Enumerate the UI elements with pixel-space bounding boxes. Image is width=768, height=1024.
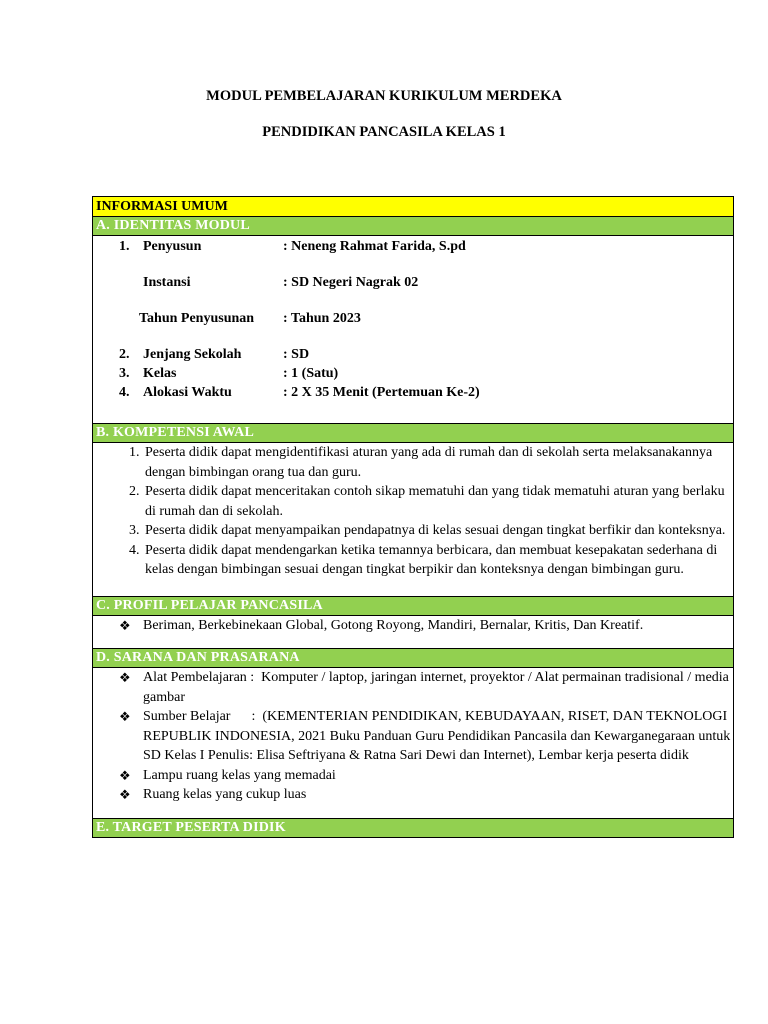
identitas-modul-cell <box>93 236 734 424</box>
diamond-bullet-icon: ❖ <box>119 767 131 783</box>
section-e-header: E. TARGET PESERTA DIDIK <box>93 818 734 837</box>
section-d-header: D. SARANA DAN PRASARANA <box>93 649 734 668</box>
instansi-value: : SD Negeri Nagrak 02 <box>283 275 419 290</box>
alokasi-value: : 2 X 35 Menit (Pertemuan Ke-2) <box>283 385 480 400</box>
diamond-bullet-icon: ❖ <box>119 787 131 802</box>
alokasi-row <box>95 383 731 402</box>
jenjang-value: : SD <box>283 347 310 362</box>
penyusun-label: Penyusun <box>143 239 202 254</box>
kompetensi-list <box>95 443 731 596</box>
item-number: 1. <box>119 239 130 254</box>
sarana-prasarana-cell <box>93 668 734 819</box>
item-number: 4. <box>119 385 130 400</box>
item-number: 3. <box>119 366 130 381</box>
sarana-list <box>95 668 734 818</box>
diamond-bullet-icon: ❖ <box>119 709 131 724</box>
info-umum-header: INFORMASI UMUM <box>93 197 734 217</box>
kompetensi-awal-cell <box>93 443 734 597</box>
jenjang-label: Jenjang Sekolah <box>143 347 242 362</box>
list-item-text: Alat Pembelajaran : Komputer / laptop, jaringan internet, proyektor / Alat permainan tradisional / media gambar <box>143 670 733 705</box>
instansi-label: Instansi <box>143 275 191 290</box>
kelas-value: : 1 (Satu) <box>283 366 339 381</box>
list-item <box>95 707 734 766</box>
list-item <box>95 668 731 707</box>
list-item <box>95 766 731 786</box>
penyusun-row <box>95 237 731 256</box>
profil-list <box>95 616 731 649</box>
penyusun-value: : Neneng Rahmat Farida, S.pd <box>283 239 466 254</box>
list-item <box>95 616 731 636</box>
list-item: 2. Peserta didik dapat menceritakan contoh sikap mematuhi dan yang tidak mematuhi aturan yang berlaku di rumah dan di sekolah. <box>143 482 731 521</box>
list-item-text: Ruang kelas yang cukup luas <box>143 787 307 802</box>
kelas-label: Kelas <box>143 366 177 381</box>
jenjang-row <box>95 345 731 364</box>
list-item-text: Lampu ruang kelas yang memadai <box>143 767 336 783</box>
tahun-label: Tahun Penyusunan <box>139 311 255 326</box>
list-item: 4. Peserta didik dapat mendengarkan ketika temannya berbicara, dan membuat kesepakatan sederhana di kelas dengan bimbingan sesuai dengan tingkat berpikir dan konteksnya dengan bimbingan guru. <box>143 541 731 580</box>
tahun-row <box>95 309 731 328</box>
tahun-value: : Tahun 2023 <box>283 311 361 326</box>
list-item: 1. Peserta didik dapat mengidentifikasi aturan yang ada di rumah dan di sekolah serta melaksanakannya dengan bimbingan orang tua dan guru. <box>143 443 731 482</box>
diamond-bullet-icon: ❖ <box>119 617 131 633</box>
module-info-table <box>92 196 734 838</box>
list-item <box>95 785 731 805</box>
list-item: 3. Peserta didik dapat menyampaikan pendapatnya di kelas sesuai dengan tingkat berfikir dan konteksnya. <box>143 521 731 541</box>
section-a-header: A. IDENTITAS MODUL <box>93 217 734 236</box>
item-number: 2. <box>119 347 130 362</box>
diamond-bullet-icon: ❖ <box>119 670 131 685</box>
alokasi-label: Alokasi Waktu <box>143 385 232 400</box>
list-item-text: Beriman, Berkebinekaan Global, Gotong Royong, Mandiri, Bernalar, Kritis, Dan Kreatif. <box>143 617 644 633</box>
section-b-header: B. KOMPETENSI AWAL <box>93 424 734 443</box>
kelas-row <box>95 364 731 383</box>
document-title: MODUL PEMBELAJARAN KURIKULUM MERDEKA <box>206 88 562 104</box>
instansi-row <box>95 273 731 292</box>
document-subtitle: PENDIDIKAN PANCASILA KELAS 1 <box>262 124 506 140</box>
section-c-header: C. PROFIL PELAJAR PANCASILA <box>93 596 734 615</box>
profil-pelajar-cell <box>93 615 734 649</box>
list-item-text: Sumber Belajar : (KEMENTERIAN PENDIDIKAN, KEBUDAYAAN, RISET, DAN TEKNOLOGI REPUBLIK INDONESIA, 2021 Buku Panduan Guru Pendidikan Pancasila dan Kewarganegaraan untuk SD Kelas I Penulis: Elisa Seftriyana & Ratna Sari Dewi dan Internet), Lembar kerja peserta didik <box>143 709 734 763</box>
